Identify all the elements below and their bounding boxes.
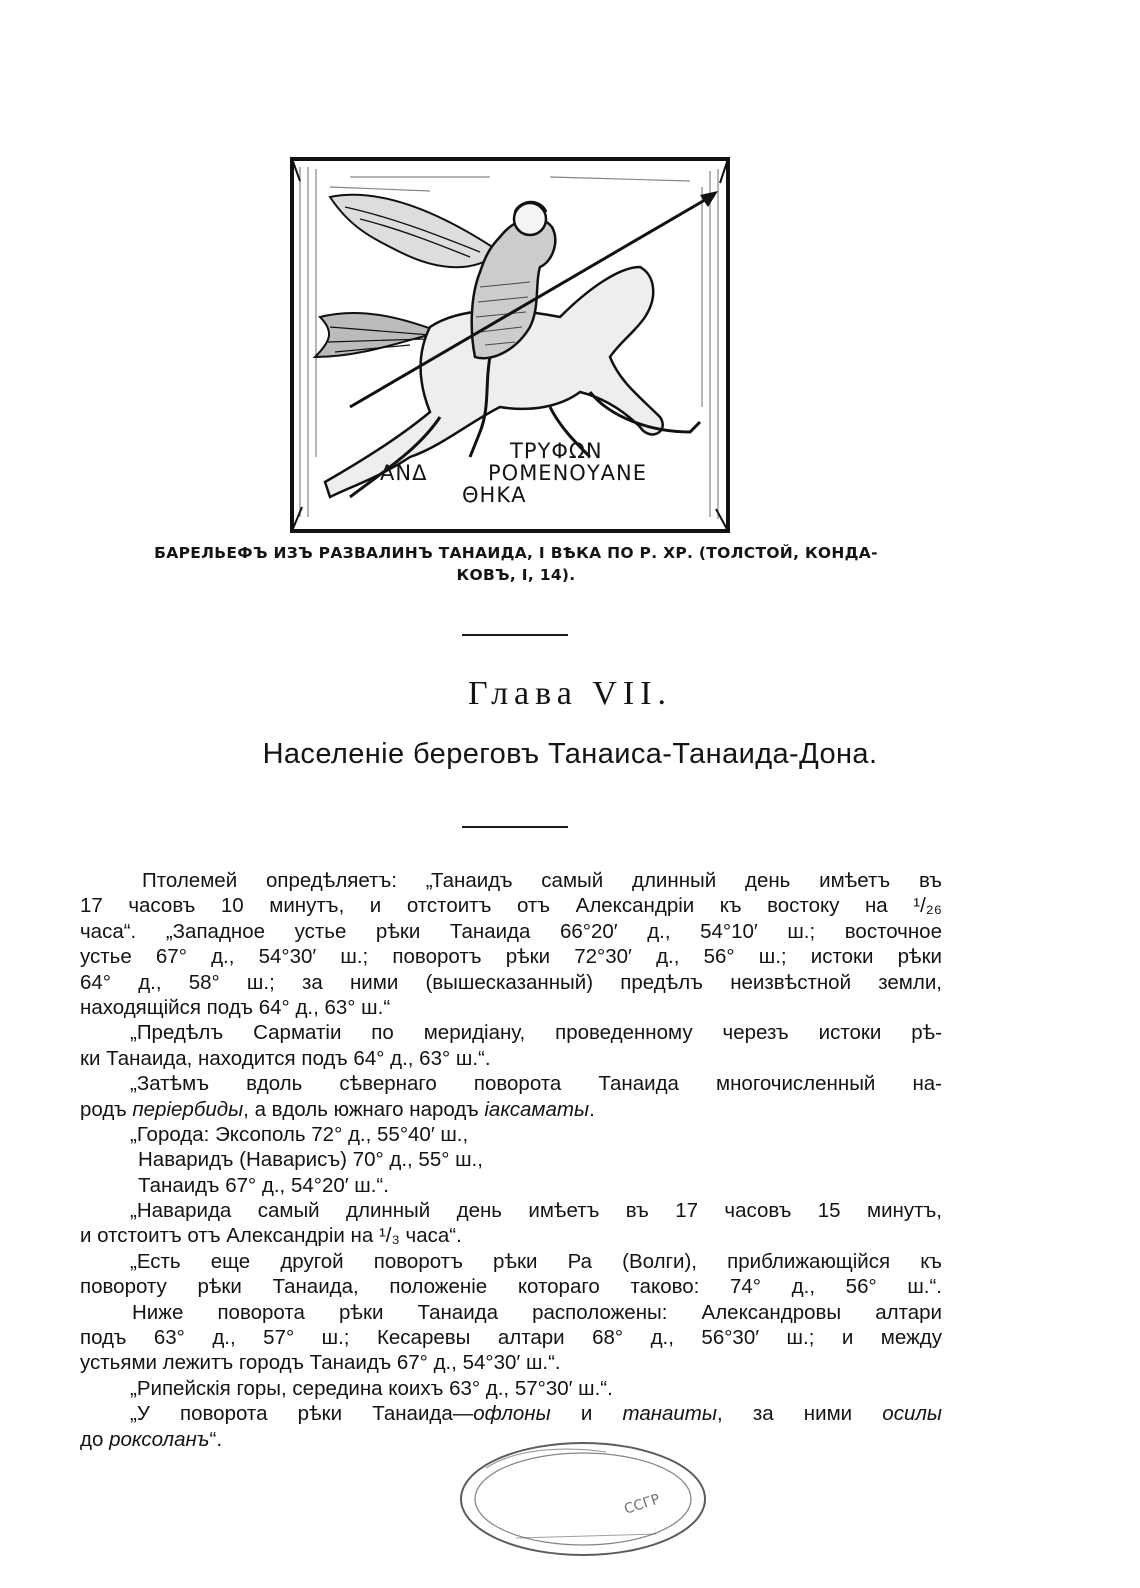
chapter-title: Глава VII. (467, 675, 673, 712)
chapter-subtitle: Населеніе береговъ Танаиса-Танаида-Дона. (262, 738, 878, 770)
text-span: „У поворота рѣки Танаида— (130, 1402, 474, 1426)
text-span: , за ними (716, 1402, 883, 1426)
italic-text: іаксаматы (484, 1097, 590, 1121)
library-stamp (456, 1438, 710, 1560)
text-line: „Наварида самый длинный день имѣетъ въ 17 часовъ 15 минутъ, (130, 1199, 942, 1223)
text-line: находящійся подъ 64° д., 63° ш.“ (80, 995, 391, 1019)
caption-line: КОВЪ, I, 14). (456, 566, 576, 584)
greek-inscription (372, 440, 702, 514)
inscription-line: ΤΡΥΦΩΝ (510, 439, 603, 463)
inscription-line: ΡΟΜΕΝΟΥΑΝΕ (488, 461, 647, 485)
text-line: „Рипейскія горы, середина коихъ 63° д., 57°30′ ш.“. (130, 1376, 613, 1400)
italic-text: осилы (882, 1402, 942, 1426)
bas-relief-figure (290, 157, 730, 533)
text-span: . (589, 1097, 595, 1121)
text-line: повороту рѣки Танаида, положеніе котораго таково: 74° д., 56° ш.“. (80, 1275, 942, 1299)
inscription-line: ΘΗΚΑ (462, 483, 527, 507)
text-line: устье 67° д., 54°30′ ш.; поворотъ рѣки 72°30′ д., 56° ш.; истоки рѣки (80, 945, 942, 969)
body-text (80, 868, 942, 1452)
text-line: „Есть еще другой поворотъ рѣки Ра (Волги), приближающійся къ (130, 1249, 942, 1273)
text-line: 17 часовъ 10 минутъ, и отстоитъ отъ Александріи къ востоку на ¹/₂₆ (80, 894, 942, 918)
text-line: подъ 63° д., 57° ш.; Кесаревы алтари 68° д., 56°30′ ш.; и между (80, 1326, 942, 1350)
text-line: часа“. „Западное устье рѣки Танаида 66°20′ д., 54°10′ ш.; восточное (80, 919, 942, 943)
text-span: , а вдоль южнаго народъ (243, 1097, 485, 1121)
divider-top (462, 634, 568, 636)
text-line: Ниже поворота рѣки Танаида расположены: Александровы алтари (132, 1300, 942, 1324)
italic-text: танаиты (622, 1402, 717, 1426)
stamp-text: ССГР (622, 1491, 662, 1518)
divider-bottom (462, 826, 568, 828)
text-line: „Затѣмъ вдоль сѣвернаго поворота Танаида многочисленный на- (130, 1072, 942, 1096)
text-line: „Предѣлъ Сарматіи по меридіану, проведенному черезъ истоки рѣ- (130, 1021, 942, 1045)
italic-text: роксоланъ (109, 1427, 210, 1451)
text-span: до (80, 1427, 110, 1451)
inscription-line: ΑΝΔ (380, 461, 428, 485)
italic-text: офлоны (473, 1402, 551, 1426)
text-line: и отстоитъ отъ Александріи на ¹/₃ часа“. (80, 1224, 462, 1248)
text-span: и (550, 1402, 623, 1426)
text-span: родъ (80, 1097, 133, 1121)
italic-text: періербиды (132, 1097, 244, 1121)
text-line: ки Танаида, находится подъ 64° д., 63° ш.“. (80, 1046, 491, 1070)
text-line (80, 1401, 942, 1426)
text-line: 64° д., 58° ш.; за ними (вышесказанный) предѣлъ неизвѣстной земли, (80, 970, 942, 994)
text-line: Птолемей опредѣляетъ: „Танаидъ самый длинный день имѣетъ въ (142, 869, 942, 892)
figure-caption (86, 542, 946, 586)
caption-line: БАРЕЛЬЕФЪ ИЗЪ РАЗВАЛИНЪ ТАНАИДА, I ВѢКА ПО Р. ХР. (ТОЛСТОЙ, КОНДА- (154, 544, 878, 562)
text-line: Танаидъ 67° д., 54°20′ ш.“. (138, 1173, 389, 1197)
text-line: устьями лежитъ городъ Танаидъ 67° д., 54°30′ ш.“. (80, 1351, 561, 1375)
text-span: “. (209, 1427, 223, 1451)
text-line (80, 1097, 942, 1122)
text-line: „Города: Эксополь 72° д., 55°40′ ш., (130, 1122, 469, 1146)
text-line: Наваридъ (Наварисъ) 70° д., 55° ш., (138, 1148, 483, 1172)
oval-stamp-image (456, 1438, 710, 1560)
